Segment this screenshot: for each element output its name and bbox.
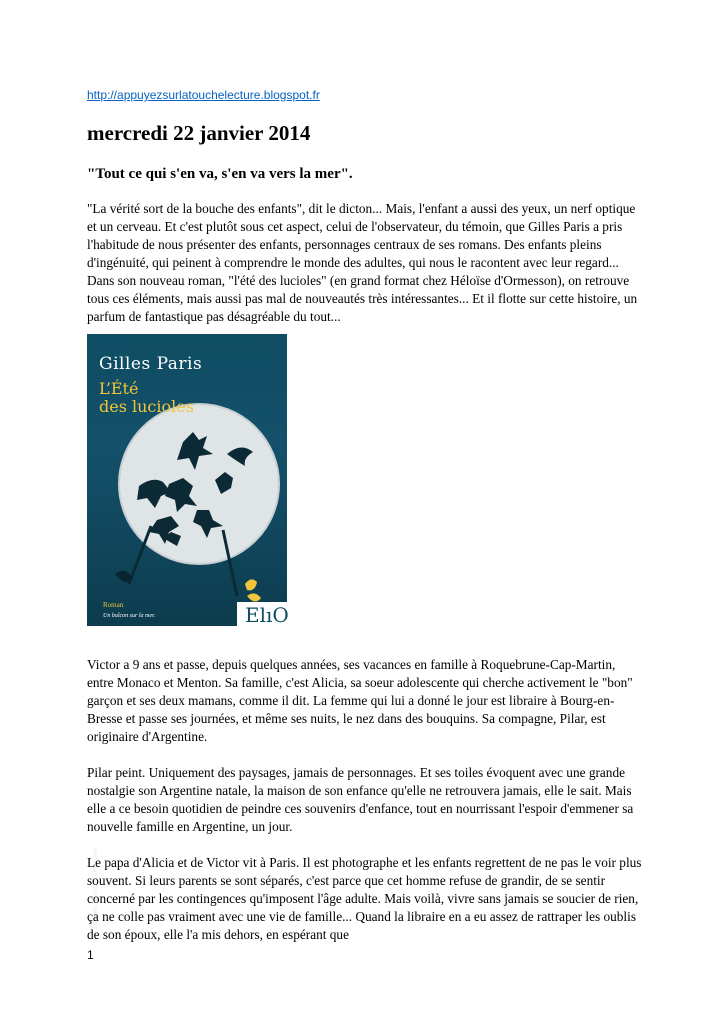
article-body [87, 656, 643, 962]
svg-text:ElıO: ElıO [245, 603, 289, 627]
cover-illustration [87, 334, 287, 626]
cover-tagline: Un balcon sur la mer. [103, 613, 156, 619]
post-date: mercredi 22 janvier 2014 [87, 121, 311, 145]
cover-publisher: Éditions Héloïse d'Ormesson [91, 847, 99, 929]
blog-url-link[interactable]: http://appuyezsurlatouchelecture.blogspot.fr [87, 88, 320, 102]
body-paragraph-3: Le papa d'Alicia et de Victor vit à Paris. Il est photographe et les enfants regrettent de ne pas le voir plus souvent. Si leurs parents se sont séparés, c'est parce que cet homme refuse de grandir, de se sentir concerné par les contingences qu'imposent l'âge adulte. Mais voilà, vivre sans jamais se soucier de rien, ça ne colle pas vraiment avec une vie de famille... Quand la libraire en a eu assez de rattraper les oublis de son époux, elle l'a mis dehors, en espérant que [87, 855, 642, 942]
cover-title-line1: L’Été [99, 379, 139, 398]
cover-genre: Roman [103, 601, 124, 609]
post-title: "Tout ce qui s'en va, s'en va vers la mer". [87, 166, 353, 182]
cover-title [99, 380, 279, 416]
intro-paragraph: "La vérité sort de la bouche des enfants", dit le dicton... Mais, l'enfant a aussi des yeux, un nerf optique et un cerveau. Et c'est plutôt sous cet aspect, celui de l'observateur, du témoin, que Gilles Paris a pris l'habitude de nous présenter des enfants, personnages centraux de ses romans. Des enfants pleins d'ingénuité, qui peinent à comprendre le monde des adultes, qui nous le racontent avec leur regard... Dans son nouveau roman, "l'été des lucioles" (en grand format chez Héloïse d'Ormesson), on retrouve tous ces éléments, mais aussi pas mal de nouveautés très intéressantes... Et il flotte sur cette histoire, un parfum de fantastique pas désagréable du tout... [87, 201, 638, 324]
cover-author: Gilles Paris [99, 354, 203, 374]
page-number: 1 [87, 948, 94, 962]
book-cover-image [87, 334, 289, 929]
body-paragraph-1: Victor a 9 ans et passe, depuis quelques années, ses vacances en famille à Roquebrune-Cap-Martin, entre Monaco et Menton. Sa famille, c'est Alicia, sa soeur adolescente qui cherche activement le "bon" garçon et ses deux mamans, comme il dit. La femme qui lui a donné le jour est libraire à Bourg-en-Bresse et passe ses journées, et même ses nuits, le nez dans des bouquins. Sa compagne, Pilar, est originaire d'Argentine. [87, 657, 633, 744]
cover-title-line2: des lucioles [99, 397, 194, 416]
body-paragraph-2: Pilar peint. Uniquement des paysages, jamais de personnages. Et ses toiles évoquent avec une grande nostalgie son Argentine natale, la maison de son enfance qu'elle ne retrouvera jamais, elle le sait. Mais elle a ce besoin quotidien de peindre ces souvenirs d'enfance, tout en nourrissant l'espoir d'emmener sa nouvelle famille en Argentine, un jour. [87, 765, 634, 834]
